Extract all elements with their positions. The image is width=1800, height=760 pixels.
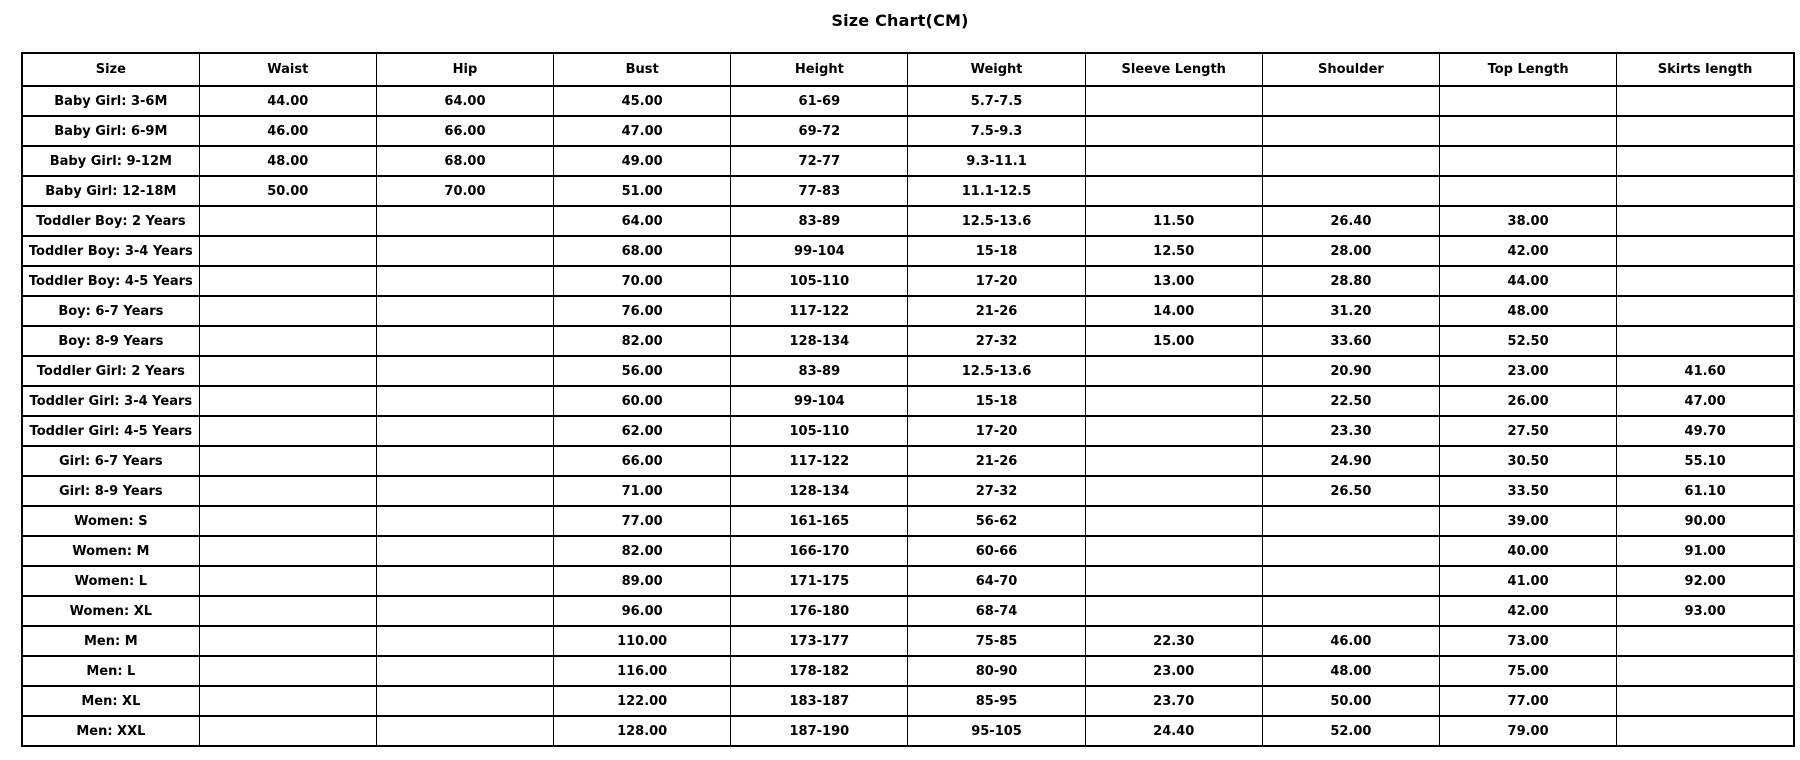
table-cell: 66.00 — [376, 116, 553, 146]
table-cell — [376, 476, 553, 506]
size-label-cell: Men: M — [22, 626, 199, 656]
table-cell: 56-62 — [908, 506, 1085, 536]
table-cell: 21-26 — [908, 296, 1085, 326]
table-cell — [199, 266, 376, 296]
table-cell: 26.00 — [1440, 386, 1617, 416]
table-cell — [1617, 116, 1794, 146]
table-cell: 9.3-11.1 — [908, 146, 1085, 176]
table-cell: 30.50 — [1440, 446, 1617, 476]
table-cell: 128-134 — [731, 326, 908, 356]
table-cell — [1085, 506, 1262, 536]
table-row — [22, 206, 1794, 236]
table-cell: 128-134 — [731, 476, 908, 506]
table-cell: 44.00 — [1440, 266, 1617, 296]
table-cell — [199, 296, 376, 326]
table-cell: 91.00 — [1617, 536, 1794, 566]
table-cell: 55.10 — [1617, 446, 1794, 476]
table-cell — [1617, 686, 1794, 716]
table-cell: 15.00 — [1085, 326, 1262, 356]
table-cell: 72-77 — [731, 146, 908, 176]
table-row — [22, 236, 1794, 266]
table-cell — [199, 236, 376, 266]
size-label-cell: Toddler Girl: 3-4 Years — [22, 386, 199, 416]
table-cell: 83-89 — [731, 356, 908, 386]
table-cell: 27.50 — [1440, 416, 1617, 446]
table-cell — [376, 386, 553, 416]
table-cell: 68-74 — [908, 596, 1085, 626]
table-cell — [199, 596, 376, 626]
table-cell — [376, 446, 553, 476]
size-label-cell: Toddler Girl: 2 Years — [22, 356, 199, 386]
table-row — [22, 326, 1794, 356]
table-cell: 51.00 — [554, 176, 731, 206]
size-label-cell: Toddler Boy: 2 Years — [22, 206, 199, 236]
table-cell: 7.5-9.3 — [908, 116, 1085, 146]
table-row — [22, 176, 1794, 206]
column-header: Hip — [376, 53, 553, 86]
table-cell: 70.00 — [376, 176, 553, 206]
table-cell: 66.00 — [554, 446, 731, 476]
table-cell: 28.00 — [1262, 236, 1439, 266]
size-label-cell: Women: XL — [22, 596, 199, 626]
size-label-cell: Women: S — [22, 506, 199, 536]
table-cell — [1085, 356, 1262, 386]
table-cell: 178-182 — [731, 656, 908, 686]
table-cell: 90.00 — [1617, 506, 1794, 536]
table-cell — [376, 416, 553, 446]
table-cell — [199, 656, 376, 686]
size-label-cell: Women: M — [22, 536, 199, 566]
table-cell: 17-20 — [908, 266, 1085, 296]
table-row — [22, 626, 1794, 656]
table-cell — [1617, 86, 1794, 116]
table-cell: 49.70 — [1617, 416, 1794, 446]
table-cell: 171-175 — [731, 566, 908, 596]
table-cell — [1262, 86, 1439, 116]
table-cell — [376, 266, 553, 296]
table-cell — [1085, 416, 1262, 446]
table-cell: 173-177 — [731, 626, 908, 656]
table-cell — [199, 626, 376, 656]
table-cell — [1085, 116, 1262, 146]
table-cell: 41.00 — [1440, 566, 1617, 596]
table-cell — [1262, 566, 1439, 596]
table-cell: 122.00 — [554, 686, 731, 716]
table-cell — [376, 716, 553, 746]
table-cell — [199, 326, 376, 356]
table-cell: 12.50 — [1085, 236, 1262, 266]
table-cell: 39.00 — [1440, 506, 1617, 536]
table-cell: 48.00 — [1440, 296, 1617, 326]
table-cell: 14.00 — [1085, 296, 1262, 326]
table-cell: 45.00 — [554, 86, 731, 116]
table-cell: 79.00 — [1440, 716, 1617, 746]
table-cell: 128.00 — [554, 716, 731, 746]
table-cell — [1617, 236, 1794, 266]
page-title: Size Chart(CM) — [831, 11, 969, 30]
table-cell: 47.00 — [1617, 386, 1794, 416]
table-cell: 77.00 — [1440, 686, 1617, 716]
table-cell — [376, 536, 553, 566]
table-cell: 117-122 — [731, 446, 908, 476]
table-cell — [376, 596, 553, 626]
table-cell: 23.70 — [1085, 686, 1262, 716]
table-cell: 61-69 — [731, 86, 908, 116]
table-cell: 50.00 — [199, 176, 376, 206]
table-cell: 23.00 — [1440, 356, 1617, 386]
table-cell: 60-66 — [908, 536, 1085, 566]
table-cell: 52.50 — [1440, 326, 1617, 356]
table-cell: 60.00 — [554, 386, 731, 416]
table-header — [22, 53, 1794, 86]
table-cell — [376, 506, 553, 536]
table-cell — [1262, 506, 1439, 536]
table-row — [22, 446, 1794, 476]
table-cell — [1617, 656, 1794, 686]
table-row — [22, 146, 1794, 176]
table-cell: 77-83 — [731, 176, 908, 206]
table-cell: 26.40 — [1262, 206, 1439, 236]
table-row — [22, 716, 1794, 746]
table-cell — [376, 656, 553, 686]
table-cell — [376, 236, 553, 266]
table-cell — [1085, 536, 1262, 566]
table-cell: 64-70 — [908, 566, 1085, 596]
table-cell: 15-18 — [908, 236, 1085, 266]
table-cell: 82.00 — [554, 326, 731, 356]
table-cell: 80-90 — [908, 656, 1085, 686]
table-row — [22, 566, 1794, 596]
table-cell: 69-72 — [731, 116, 908, 146]
table-cell — [199, 446, 376, 476]
table-cell: 23.30 — [1262, 416, 1439, 446]
table-cell — [1617, 716, 1794, 746]
table-cell — [1085, 566, 1262, 596]
column-header: Shoulder — [1262, 53, 1439, 86]
table-row — [22, 536, 1794, 566]
table-body — [22, 86, 1794, 746]
table-cell — [199, 386, 376, 416]
table-cell — [376, 356, 553, 386]
size-label-cell: Baby Girl: 3-6M — [22, 86, 199, 116]
table-cell: 76.00 — [554, 296, 731, 326]
size-label-cell: Baby Girl: 9-12M — [22, 146, 199, 176]
table-cell: 93.00 — [1617, 596, 1794, 626]
table-cell — [1440, 116, 1617, 146]
table-row — [22, 656, 1794, 686]
table-cell — [1440, 86, 1617, 116]
table-cell: 48.00 — [199, 146, 376, 176]
table-cell: 20.90 — [1262, 356, 1439, 386]
table-cell: 92.00 — [1617, 566, 1794, 596]
table-cell: 61.10 — [1617, 476, 1794, 506]
table-cell: 75.00 — [1440, 656, 1617, 686]
table-cell — [376, 206, 553, 236]
table-cell — [1085, 446, 1262, 476]
table-cell — [1440, 146, 1617, 176]
table-row — [22, 476, 1794, 506]
table-cell — [1085, 386, 1262, 416]
table-cell: 15-18 — [908, 386, 1085, 416]
column-header: Size — [22, 53, 199, 86]
table-cell: 11.1-12.5 — [908, 176, 1085, 206]
size-label-cell: Toddler Girl: 4-5 Years — [22, 416, 199, 446]
table-cell: 62.00 — [554, 416, 731, 446]
size-label-cell: Baby Girl: 12-18M — [22, 176, 199, 206]
table-row — [22, 416, 1794, 446]
table-cell: 82.00 — [554, 536, 731, 566]
table-cell — [1085, 146, 1262, 176]
column-header: Sleeve Length — [1085, 53, 1262, 86]
table-cell: 47.00 — [554, 116, 731, 146]
size-label-cell: Men: XL — [22, 686, 199, 716]
table-cell — [1262, 596, 1439, 626]
table-cell: 71.00 — [554, 476, 731, 506]
table-cell — [1262, 536, 1439, 566]
table-cell: 49.00 — [554, 146, 731, 176]
size-label-cell: Toddler Boy: 3-4 Years — [22, 236, 199, 266]
size-label-cell: Women: L — [22, 566, 199, 596]
table-cell: 183-187 — [731, 686, 908, 716]
table-cell — [1617, 206, 1794, 236]
table-cell: 33.50 — [1440, 476, 1617, 506]
table-cell: 44.00 — [199, 86, 376, 116]
table-cell — [199, 416, 376, 446]
size-label-cell: Men: XXL — [22, 716, 199, 746]
table-cell: 52.00 — [1262, 716, 1439, 746]
table-cell: 68.00 — [376, 146, 553, 176]
table-cell — [1262, 146, 1439, 176]
table-cell: 48.00 — [1262, 656, 1439, 686]
table-cell: 117-122 — [731, 296, 908, 326]
column-header: Height — [731, 53, 908, 86]
table-row — [22, 596, 1794, 626]
table-cell: 24.90 — [1262, 446, 1439, 476]
table-cell: 96.00 — [554, 596, 731, 626]
table-cell: 21-26 — [908, 446, 1085, 476]
table-cell: 12.5-13.6 — [908, 206, 1085, 236]
size-chart-table — [21, 52, 1795, 747]
column-header: Bust — [554, 53, 731, 86]
table-cell: 176-180 — [731, 596, 908, 626]
table-cell — [1617, 326, 1794, 356]
table-cell — [376, 296, 553, 326]
table-row — [22, 116, 1794, 146]
table-cell — [199, 716, 376, 746]
column-header: Waist — [199, 53, 376, 86]
table-cell — [376, 566, 553, 596]
table-cell: 22.30 — [1085, 626, 1262, 656]
table-cell — [199, 536, 376, 566]
table-cell: 64.00 — [554, 206, 731, 236]
table-row — [22, 356, 1794, 386]
size-label-cell: Boy: 6-7 Years — [22, 296, 199, 326]
table-cell: 27-32 — [908, 326, 1085, 356]
table-cell — [1617, 146, 1794, 176]
table-cell — [199, 206, 376, 236]
table-cell: 46.00 — [1262, 626, 1439, 656]
size-label-cell: Men: L — [22, 656, 199, 686]
size-label-cell: Girl: 8-9 Years — [22, 476, 199, 506]
table-cell: 33.60 — [1262, 326, 1439, 356]
header-row — [22, 53, 1794, 86]
table-cell: 13.00 — [1085, 266, 1262, 296]
table-cell: 17-20 — [908, 416, 1085, 446]
table-cell — [1085, 176, 1262, 206]
table-row — [22, 266, 1794, 296]
table-cell: 22.50 — [1262, 386, 1439, 416]
table-cell — [199, 356, 376, 386]
table-cell: 41.60 — [1617, 356, 1794, 386]
table-cell — [199, 476, 376, 506]
table-row — [22, 86, 1794, 116]
table-cell: 40.00 — [1440, 536, 1617, 566]
table-cell — [1617, 176, 1794, 206]
table-cell: 95-105 — [908, 716, 1085, 746]
table-cell: 89.00 — [554, 566, 731, 596]
size-label-cell: Baby Girl: 6-9M — [22, 116, 199, 146]
table-cell: 85-95 — [908, 686, 1085, 716]
table-cell — [376, 686, 553, 716]
table-cell — [1617, 266, 1794, 296]
table-cell — [1262, 176, 1439, 206]
table-cell: 161-165 — [731, 506, 908, 536]
table-cell: 24.40 — [1085, 716, 1262, 746]
table-cell: 75-85 — [908, 626, 1085, 656]
table-cell — [1085, 476, 1262, 506]
table-row — [22, 506, 1794, 536]
table-cell: 50.00 — [1262, 686, 1439, 716]
table-cell — [1262, 116, 1439, 146]
column-header: Weight — [908, 53, 1085, 86]
table-row — [22, 296, 1794, 326]
table-cell: 64.00 — [376, 86, 553, 116]
table-cell: 83-89 — [731, 206, 908, 236]
table-cell: 105-110 — [731, 416, 908, 446]
table-cell: 99-104 — [731, 386, 908, 416]
table-cell: 116.00 — [554, 656, 731, 686]
table-cell: 12.5-13.6 — [908, 356, 1085, 386]
table-row — [22, 386, 1794, 416]
column-header: Top Length — [1440, 53, 1617, 86]
table-cell: 105-110 — [731, 266, 908, 296]
table-cell: 99-104 — [731, 236, 908, 266]
table-cell: 31.20 — [1262, 296, 1439, 326]
table-cell: 68.00 — [554, 236, 731, 266]
table-cell — [199, 566, 376, 596]
table-cell — [1085, 86, 1262, 116]
size-label-cell: Girl: 6-7 Years — [22, 446, 199, 476]
table-cell — [199, 686, 376, 716]
table-cell: 73.00 — [1440, 626, 1617, 656]
size-label-cell: Toddler Boy: 4-5 Years — [22, 266, 199, 296]
table-cell — [199, 506, 376, 536]
table-cell: 77.00 — [554, 506, 731, 536]
column-header: Skirts length — [1617, 53, 1794, 86]
table-cell — [1085, 596, 1262, 626]
table-cell: 26.50 — [1262, 476, 1439, 506]
table-cell — [1617, 626, 1794, 656]
table-cell: 42.00 — [1440, 596, 1617, 626]
table-cell — [1440, 176, 1617, 206]
table-cell — [1617, 296, 1794, 326]
table-cell: 70.00 — [554, 266, 731, 296]
table-row — [22, 686, 1794, 716]
table-cell: 110.00 — [554, 626, 731, 656]
table-cell: 46.00 — [199, 116, 376, 146]
table-cell: 56.00 — [554, 356, 731, 386]
table-cell: 187-190 — [731, 716, 908, 746]
table-cell: 38.00 — [1440, 206, 1617, 236]
table-cell: 5.7-7.5 — [908, 86, 1085, 116]
table-cell: 166-170 — [731, 536, 908, 566]
table-cell: 28.80 — [1262, 266, 1439, 296]
size-label-cell: Boy: 8-9 Years — [22, 326, 199, 356]
table-cell — [376, 326, 553, 356]
table-cell: 23.00 — [1085, 656, 1262, 686]
table-cell: 11.50 — [1085, 206, 1262, 236]
table-cell: 27-32 — [908, 476, 1085, 506]
table-cell: 42.00 — [1440, 236, 1617, 266]
table-cell — [376, 626, 553, 656]
